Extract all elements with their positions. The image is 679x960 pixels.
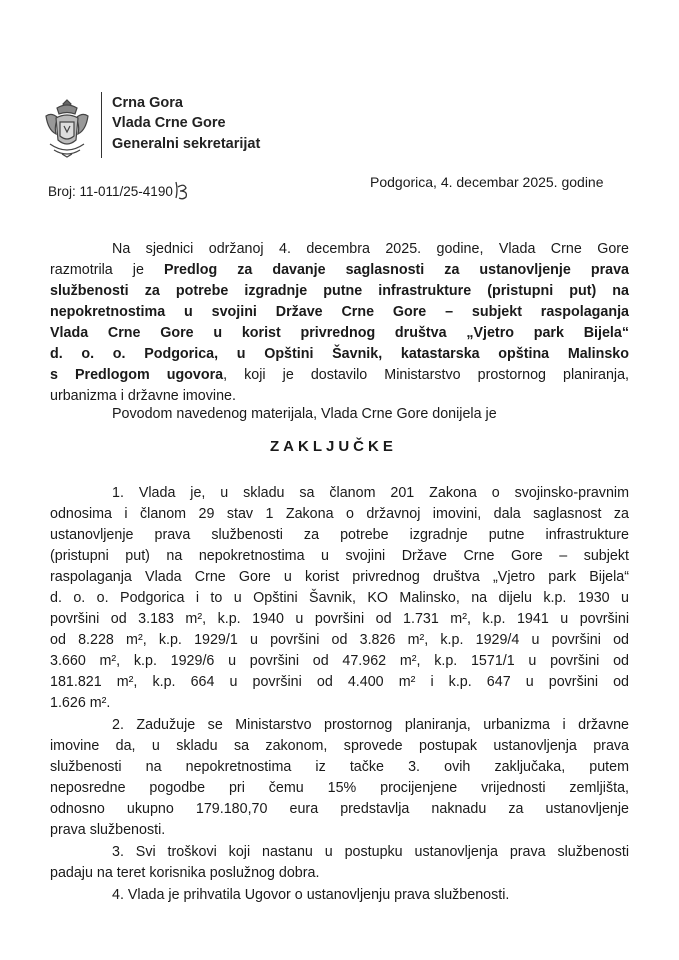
document-date: Podgorica, 4. decembar 2025. godine xyxy=(370,174,604,190)
p1-line: ustanovljenje prava službenosti za potrebe izgradnje putne infrastrukture xyxy=(50,527,629,543)
p3-line: 3. Svi troškovi koji nastanu u postupku ustanovljenja prava službenosti xyxy=(112,844,629,860)
p1-line: 181.821 m², k.p. 664 u površini od 4.400 m² i k.p. 647 u površini od xyxy=(50,674,629,690)
p1-line: 3.660 m², k.p. 1929/6 u površini od 47.962 m², k.p. 1571/1 u površini od xyxy=(50,653,629,669)
reference-number-text: Broj: 11-011/25-4190 xyxy=(48,184,173,199)
p2-line: prava službenosti. xyxy=(50,822,166,838)
p1-line: 1.626 m². xyxy=(50,695,111,711)
intro-line-2 xyxy=(50,261,629,279)
reference-number xyxy=(48,179,191,201)
intro-line-8: urbanizma i državne imovine. xyxy=(50,388,236,404)
p1-line: raspolaganja Vlada Crne Gore u korist privrednog društva „Vjetro park Bijela“ xyxy=(50,569,629,585)
intro-line-2b: Predlog za davanje saglasnosti za ustanovljenje prava xyxy=(163,262,629,278)
intro-line-1: Na sjednici održanoj 4. decembra 2025. godine, Vlada Crne Gore xyxy=(112,241,629,257)
p1-line: od 8.228 m², k.p. 1929/1 u površini od 3.826 m², k.p. 1929/4 u površini od xyxy=(50,632,629,648)
p4-line: 4. Vlada je prihvatila Ugovor o ustanovljenju prava službenosti. xyxy=(112,887,510,903)
p2-line: imovine da, u skladu sa zakonom, sprovede postupak ustanovljenja prava xyxy=(50,738,629,754)
p1-line: (pristupni put) na nepokretnostima u svojini Države Crne Gore – subjekt xyxy=(50,548,629,564)
header-secretariat: Generalni sekretarijat xyxy=(112,136,261,152)
p3-line: padaju na teret korisnika poslužnog dobra. xyxy=(50,865,320,881)
header-government: Vlada Crne Gore xyxy=(112,115,226,131)
intro-line-4: nepokretnostima u svojini Države Crne Gore – subjekt raspolaganja xyxy=(50,304,629,320)
handwritten-mark-icon xyxy=(173,179,191,201)
p2-line: službenosti na nepokretnostima iz tačke 3. ovih zaključaka, putem xyxy=(50,759,629,775)
header-country: Crna Gora xyxy=(112,95,183,111)
p2-line: neposredne pogodbe pri čemu 15% procijenjene vrijednosti zemljišta, xyxy=(50,780,629,796)
coat-of-arms-icon xyxy=(40,98,94,158)
p1-line: odnosima i članom 29 stav 1 Zakona o državnoj imovini, dala saglasnost za xyxy=(50,506,629,522)
intro-line-9: Povodom navedenog materijala, Vlada Crne Gore donijela je xyxy=(112,406,497,422)
intro-line-2a: razmotrila je xyxy=(50,262,164,278)
p2-line: 2. Zadužuje se Ministarstvo prostornog planiranja, urbanizma i državne xyxy=(112,717,629,733)
p2-line: odnosno ukupno 179.180,70 eura predstavlja naknadu za ustanovljenje xyxy=(50,801,629,817)
intro-line-6: d. o. o. Podgorica, u Opštini Šavnik, katastarska opština Malinsko xyxy=(50,346,629,362)
conclusions-title: ZAKLJUČKE xyxy=(270,438,397,455)
p1-line: površini od 3.183 m², k.p. 1940 u površini od 1.731 m², k.p. 1941 u površini xyxy=(50,611,629,627)
intro-line-7a: s Predlogom ugovora xyxy=(50,367,224,383)
p1-line: 1. Vlada je, u skladu sa članom 201 Zakona o svojinsko-pravnim xyxy=(112,485,629,501)
intro-line-3: službenosti za potrebe izgradnje putne infrastrukture (pristupni put) na xyxy=(50,283,629,299)
intro-line-7b: , koji je dostavilo Ministarstvo prostornog planiranja, xyxy=(223,367,629,383)
p1-line: d. o. o. Podgorica i to u Opštini Šavnik, KO Malinsko, na dijelu k.p. 1930 u xyxy=(50,590,629,606)
header-divider xyxy=(101,92,102,158)
intro-line-5: Vlada Crne Gore u korist privrednog društva „Vjetro park Bijela“ xyxy=(50,325,629,341)
intro-line-7 xyxy=(50,366,629,384)
